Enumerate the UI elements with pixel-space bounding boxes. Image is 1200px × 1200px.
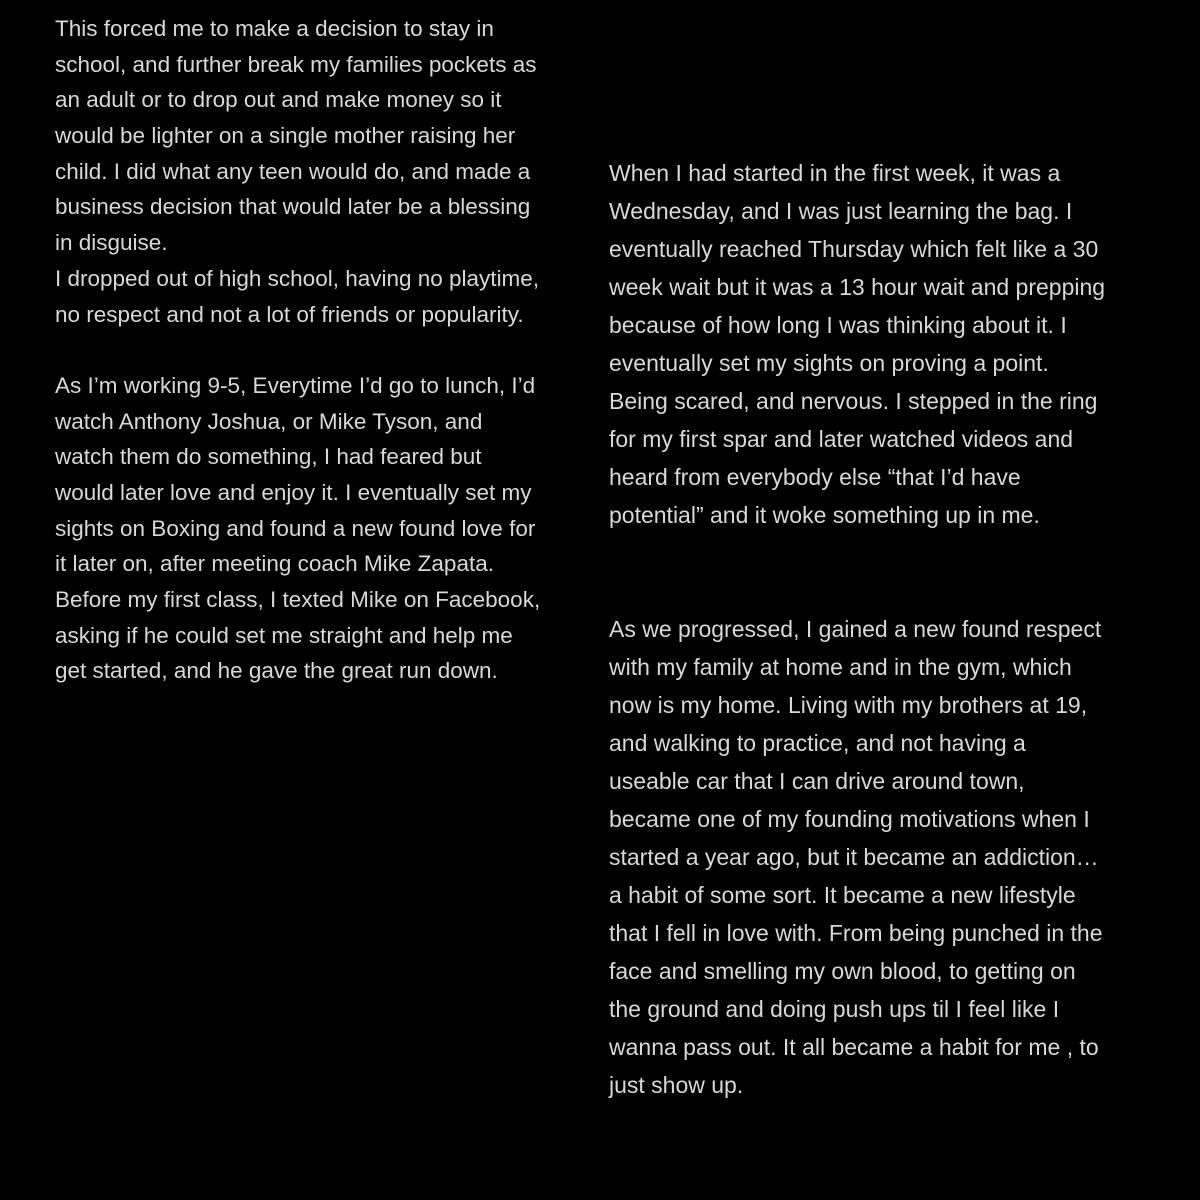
left-text-column xyxy=(55,11,575,689)
text-line: As we progressed, I gained a new found respect xyxy=(609,616,1102,642)
text-line: an adult or to drop out and make money so it xyxy=(55,87,502,113)
text-line: wanna pass out. It all became a habit for me , to xyxy=(609,1034,1099,1060)
paragraph-spacer xyxy=(609,534,1169,610)
paragraph-spacer xyxy=(55,332,575,368)
text-line: would be lighter on a single mother raising her xyxy=(55,123,516,149)
text-line: asking if he could set me straight and help me xyxy=(55,622,513,648)
text-line: get started, and he gave the great run down. xyxy=(55,658,498,684)
text-line: child. I did what any teen would do, and made a xyxy=(55,158,531,184)
right-paragraph-2 xyxy=(609,610,1169,1104)
left-paragraph-2 xyxy=(55,368,575,689)
text-line: in disguise. xyxy=(55,230,168,256)
right-text-column xyxy=(609,154,1169,1104)
text-line: heard from everybody else “that I’d have xyxy=(609,464,1021,490)
text-line: just show up. xyxy=(609,1072,744,1098)
text-line: When I had started in the first week, it was a xyxy=(609,160,1061,186)
text-line: with my family at home and in the gym, which xyxy=(609,654,1072,680)
text-line: This forced me to make a decision to stay in xyxy=(55,16,494,41)
text-line: watch Anthony Joshua, or Mike Tyson, and xyxy=(55,408,483,434)
text-line: that I fell in love with. From being punched in the xyxy=(609,920,1103,946)
text-line: started a year ago, but it became an addiction… xyxy=(609,844,1099,870)
text-line: Being scared, and nervous. I stepped in the ring xyxy=(609,388,1098,414)
text-line: face and smelling my own blood, to getting on xyxy=(609,958,1076,984)
right-paragraph-1 xyxy=(609,154,1169,534)
text-line: As I’m working 9-5, Everytime I’d go to lunch, I’d xyxy=(55,372,536,398)
text-line: a habit of some sort. It became a new lifestyle xyxy=(609,882,1076,908)
text-line: now is my home. Living with my brothers at 19, xyxy=(609,692,1088,718)
text-line: became one of my founding motivations when I xyxy=(609,806,1090,832)
text-line: business decision that would later be a blessing xyxy=(55,194,531,220)
text-line: and walking to practice, and not having a xyxy=(609,730,1026,756)
text-line: for my first spar and later watched videos and xyxy=(609,426,1074,452)
text-line: useable car that I can drive around town, xyxy=(609,768,1025,794)
text-line: because of how long I was thinking about it. I xyxy=(609,312,1067,338)
text-line: week wait but it was a 13 hour wait and prepping xyxy=(609,274,1106,300)
text-line: it later on, after meeting coach Mike Zapata. xyxy=(55,551,494,577)
text-line: eventually reached Thursday which felt like a 30 xyxy=(609,236,1099,262)
text-line: school, and further break my families pockets as xyxy=(55,51,537,77)
text-line: I dropped out of high school, having no playtime, xyxy=(55,265,540,291)
text-line: the ground and doing push ups til I feel like I xyxy=(609,996,1060,1022)
text-line: would later love and enjoy it. I eventually set my xyxy=(55,479,532,505)
text-line: sights on Boxing and found a new found love for xyxy=(55,515,536,541)
text-line: no respect and not a lot of friends or popularity. xyxy=(55,301,524,327)
text-line: potential” and it woke something up in me. xyxy=(609,502,1040,528)
text-line: eventually set my sights on proving a point. xyxy=(609,350,1049,376)
text-line: Wednesday, and I was just learning the bag. I xyxy=(609,198,1073,224)
text-line: watch them do something, I had feared but xyxy=(55,444,482,470)
left-paragraph-1 xyxy=(55,11,575,332)
text-line: Before my first class, I texted Mike on Facebook, xyxy=(55,587,541,612)
